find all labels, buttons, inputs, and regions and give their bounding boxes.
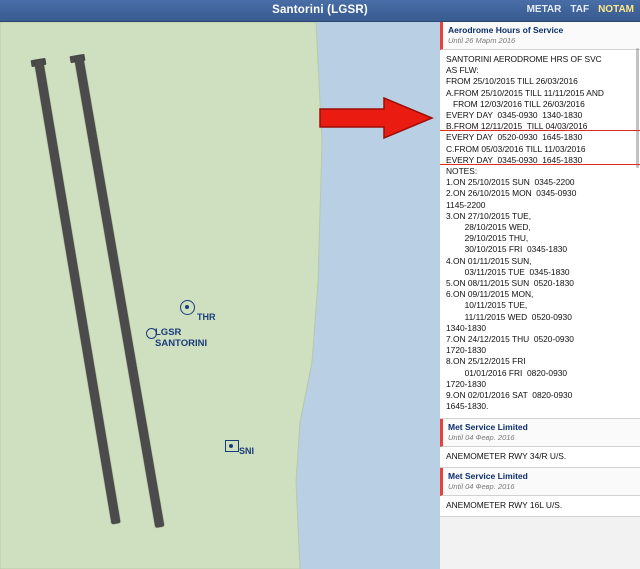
notam-panel[interactable] xyxy=(440,22,640,569)
notam-line: 1340-1830 xyxy=(446,322,487,333)
notam-line: 2.ON 26/10/2015 MON 0345-0930 xyxy=(446,188,577,199)
notam-line: FROM 12/03/2016 TILL 26/03/2016 xyxy=(446,98,585,109)
notam-line: 1145-2200 xyxy=(446,199,486,210)
notam-line: EVERY DAY 0345-0930 1340-1830 xyxy=(446,110,583,121)
threshold-marker[interactable] xyxy=(180,300,216,322)
notam-line: EVERY DAY 0345-0930 1645-1830 xyxy=(446,154,583,165)
notam-line: 9.ON 02/01/2016 SAT 0820-0930 xyxy=(446,390,573,401)
notam-line: 28/10/2015 WED, xyxy=(446,222,531,233)
notam-line: B.FROM 12/11/2015 TILL 04/03/2016 xyxy=(446,121,588,132)
page-title: Santorini (LGSR) xyxy=(272,4,368,16)
navaid-marker[interactable] xyxy=(225,440,255,456)
notam-line: A.FROM 25/10/2015 TILL 11/11/2015 AND xyxy=(446,87,604,98)
notam-line: 30/10/2015 FRI 0345-1830 xyxy=(446,244,568,255)
notam-body-met-service-1: ANEMOMETER RWY 34/R U/S. xyxy=(440,447,640,468)
annotation-underline-bottom xyxy=(440,164,640,165)
notam-line: 1645-1830. xyxy=(446,401,489,412)
notam-line: SANTORINI AERODROME HRS OF SVC xyxy=(446,54,602,64)
notam-line: 1720-1830 xyxy=(446,345,487,356)
notam-line: 4.ON 01/11/2015 SUN, xyxy=(446,255,532,266)
notam-header-met-service-1[interactable] xyxy=(440,419,640,447)
threshold-label: THR xyxy=(197,312,216,322)
notam-validity: Until 04 Февр. 2016 xyxy=(448,432,515,442)
navaid-icon xyxy=(225,440,239,452)
notam-line: C.FROM 05/03/2016 TILL 11/03/2016 xyxy=(446,143,586,154)
notam-validity: Until 26 Март 2016 xyxy=(448,36,516,45)
notam-line: 01/01/2016 FRI 0820-0930 xyxy=(446,367,568,378)
notam-line: 3.ON 27/10/2015 TUE, xyxy=(446,210,532,221)
airport-marker[interactable] xyxy=(146,327,208,349)
notam-header-met-service-2[interactable] xyxy=(440,468,640,496)
notam-line: 1.ON 25/10/2015 SUN 0345-2200 xyxy=(446,177,575,188)
notam-line: 1720-1830 xyxy=(446,378,487,389)
panel-scrollbar[interactable] xyxy=(636,22,640,569)
title-bar xyxy=(0,0,640,22)
notam-line: EVERY DAY 0520-0930 1645-1830 xyxy=(446,132,583,143)
airport-name-label: SANTORINI xyxy=(155,338,208,349)
airport-label xyxy=(155,327,207,349)
notam-title: Met Service Limited xyxy=(448,470,528,481)
notam-line: NOTES: xyxy=(446,166,478,177)
notam-line: 7.ON 24/12/2015 THU 0520-0930 xyxy=(446,334,574,345)
notam-body-aerodrome-hours xyxy=(440,50,640,419)
tab-metar[interactable]: METAR xyxy=(526,4,562,15)
notam-line: AS FLW: xyxy=(446,65,479,76)
notam-line: 5.ON 08/11/2015 SUN 0520-1830 xyxy=(446,278,574,289)
notam-line: 8.ON 25/12/2015 FRI xyxy=(446,356,526,367)
notam-title: Met Service Limited xyxy=(448,421,528,432)
airport-icao-label: LGSR xyxy=(155,327,182,338)
notam-line: FROM 25/10/2015 TILL 26/03/2016 xyxy=(446,76,578,87)
notam-line: 6.ON 09/11/2015 MON, xyxy=(446,289,534,300)
notam-title: Aerodrome Hours of Service xyxy=(448,25,564,35)
notam-line: 03/11/2015 TUE 0345-1830 xyxy=(446,266,570,277)
notam-body-met-service-2: ANEMOMETER RWY 16L U/S. xyxy=(440,496,640,517)
notam-header-aerodrome-hours[interactable] xyxy=(440,22,640,50)
threshold-icon xyxy=(180,300,195,315)
navaid-label: SNI xyxy=(239,446,255,456)
notam-line: 29/10/2015 THU, xyxy=(446,233,529,244)
tab-taf[interactable]: TAF xyxy=(570,4,590,15)
tab-notam[interactable]: NOTAM xyxy=(598,4,634,15)
notam-line: 10/11/2015 TUE, xyxy=(446,300,528,311)
panel-scrollbar-thumb[interactable] xyxy=(636,48,639,168)
annotation-underline-top xyxy=(440,130,640,131)
notam-line: 11/11/2015 WED 0520-0930 xyxy=(446,311,572,322)
annotation-arrow-icon xyxy=(318,95,436,141)
notam-validity: Until 04 Февр. 2016 xyxy=(448,481,515,491)
tab-bar xyxy=(527,4,634,15)
